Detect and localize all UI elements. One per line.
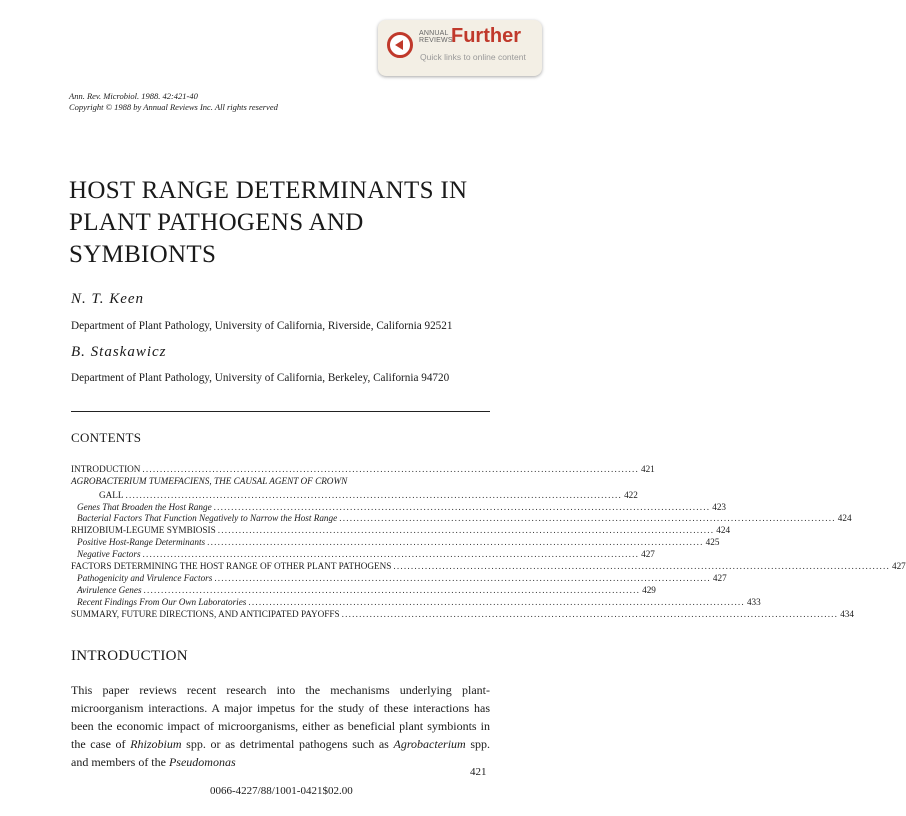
- toc-entry[interactable]: [71, 608, 854, 620]
- author-affiliation: Department of Plant Pathology, University of California, Berkeley, California 94720: [71, 372, 450, 384]
- toc-entry[interactable]: [71, 572, 727, 584]
- section-divider: [71, 411, 490, 412]
- body-paragraph: [71, 681, 490, 771]
- toc-entry[interactable]: [71, 524, 731, 536]
- toc-leader: ..............................................................................................................................................: [214, 573, 711, 583]
- toc-leader: ..............................................................................................................................................: [207, 537, 704, 547]
- toc-page: 427: [891, 561, 906, 571]
- toc-page: 429: [642, 585, 656, 595]
- toc-entry[interactable]: [71, 596, 761, 608]
- toc-label: SUMMARY, FUTURE DIRECTIONS, AND ANTICIPATED PAYOFFS: [71, 609, 340, 619]
- footer-code: 0066-4227/88/1001-0421$02.00: [210, 785, 353, 797]
- title-line: SYMBIONTS: [69, 241, 217, 268]
- toc-page: 434: [840, 609, 854, 619]
- toc-label: Pathogenicity and Virulence Factors: [77, 573, 213, 583]
- title-line: PLANT PATHOGENS AND: [69, 209, 364, 236]
- toc-page: 425: [705, 537, 720, 547]
- toc-leader: ..............................................................................................................................................: [217, 525, 715, 535]
- toc-leader: ..............................................................................................................................................: [142, 549, 640, 559]
- toc-entry[interactable]: [71, 584, 656, 596]
- toc-label: Avirulence Genes: [77, 585, 142, 595]
- toc-leader: ..............................................................................................................................................: [142, 464, 639, 474]
- arrow-circle-icon: [387, 32, 413, 58]
- toc-label: Negative Factors: [77, 549, 141, 559]
- toc-leader: ..............................................................................................................................................: [341, 609, 839, 619]
- body-text-run: spp. or as detrimental pathogens such as: [181, 737, 394, 751]
- author-name: N. T. Keen: [71, 291, 145, 307]
- toc-page: 421: [640, 464, 655, 474]
- citation-copyright: Copyright © 1988 by Annual Reviews Inc. All rights reserved: [69, 102, 278, 112]
- toc-label: AGROBACTERIUM TUMEFACIENS, THE CAUSAL AGENT OF CROWN: [71, 476, 348, 486]
- toc-entry[interactable]: [71, 463, 655, 475]
- contents-heading: CONTENTS: [71, 430, 142, 445]
- toc-label: GALL: [99, 490, 124, 500]
- toc-page: 424: [837, 513, 852, 523]
- toc-entry[interactable]: [71, 536, 720, 548]
- toc-page: 423: [712, 502, 726, 512]
- toc-leader: ..............................................................................................................................................: [248, 597, 745, 607]
- body-text-run: This paper reviews recent research into the mechanisms underlying plant-microorganism interactions. A major impetus for the study of these interactions has been the economic impact of microorganisms, either as beneficial plant symbionts in the case of: [71, 683, 490, 751]
- toc-leader: ..............................................................................................................................................: [143, 585, 641, 595]
- section-heading: INTRODUCTION: [71, 648, 188, 664]
- toc-page: 433: [746, 597, 761, 607]
- toc-label: Recent Findings From Our Own Laboratories: [77, 597, 247, 607]
- title-line: HOST RANGE DETERMINANTS IN: [69, 177, 468, 204]
- toc-page: 422: [624, 490, 638, 500]
- toc-leader: ..............................................................................................................................................: [393, 561, 890, 571]
- toc-entry[interactable]: [71, 560, 906, 572]
- genus-name: Rhizobium: [130, 737, 182, 751]
- toc-label: Bacterial Factors That Function Negatively to Narrow the Host Range: [77, 513, 338, 523]
- toc-entry[interactable]: [71, 489, 638, 501]
- toc-page: 427: [712, 573, 727, 583]
- citation-journal: Ann. Rev. Microbiol. 1988. 42:421-40: [69, 91, 198, 101]
- toc-label: Positive Host-Range Determinants: [77, 537, 206, 547]
- body-text-run: spp. and members of the: [71, 737, 490, 769]
- toc-page: 424: [716, 525, 731, 535]
- toc-page: 427: [641, 549, 655, 559]
- toc-label: FACTORS DETERMINING THE HOST RANGE OF OTHER PLANT PATHOGENS: [71, 561, 392, 571]
- arrow-left-icon: [395, 40, 403, 50]
- toc-leader: ..............................................................................................................................................: [339, 513, 836, 523]
- genus-name: Agrobacterium: [393, 737, 466, 751]
- page-number: 421: [470, 766, 487, 778]
- toc-entry[interactable]: [71, 475, 490, 487]
- toc-label: Genes That Broaden the Host Range: [77, 502, 212, 512]
- article-title: [69, 175, 509, 271]
- toc-leader: ..............................................................................................................................................: [125, 490, 623, 500]
- author-affiliation: Department of Plant Pathology, University of California, Riverside, California 92521: [71, 320, 453, 332]
- toc-entry[interactable]: [71, 548, 655, 560]
- toc-label: RHIZOBIUM-LEGUME SYMBIOSIS: [71, 525, 216, 535]
- further-badge[interactable]: [378, 20, 542, 76]
- toc-entry[interactable]: [71, 512, 852, 524]
- annual-reviews-logo-text: ANNUAL REVIEWS: [419, 30, 453, 44]
- author-name: B. Staskawicz: [71, 344, 167, 360]
- genus-name: Pseudomonas: [168, 755, 236, 769]
- further-label: Further: [451, 25, 521, 47]
- toc-label: INTRODUCTION: [71, 464, 141, 474]
- toc-leader: ..............................................................................................................................................: [213, 502, 711, 512]
- quick-links-label: Quick links to online content: [420, 52, 526, 62]
